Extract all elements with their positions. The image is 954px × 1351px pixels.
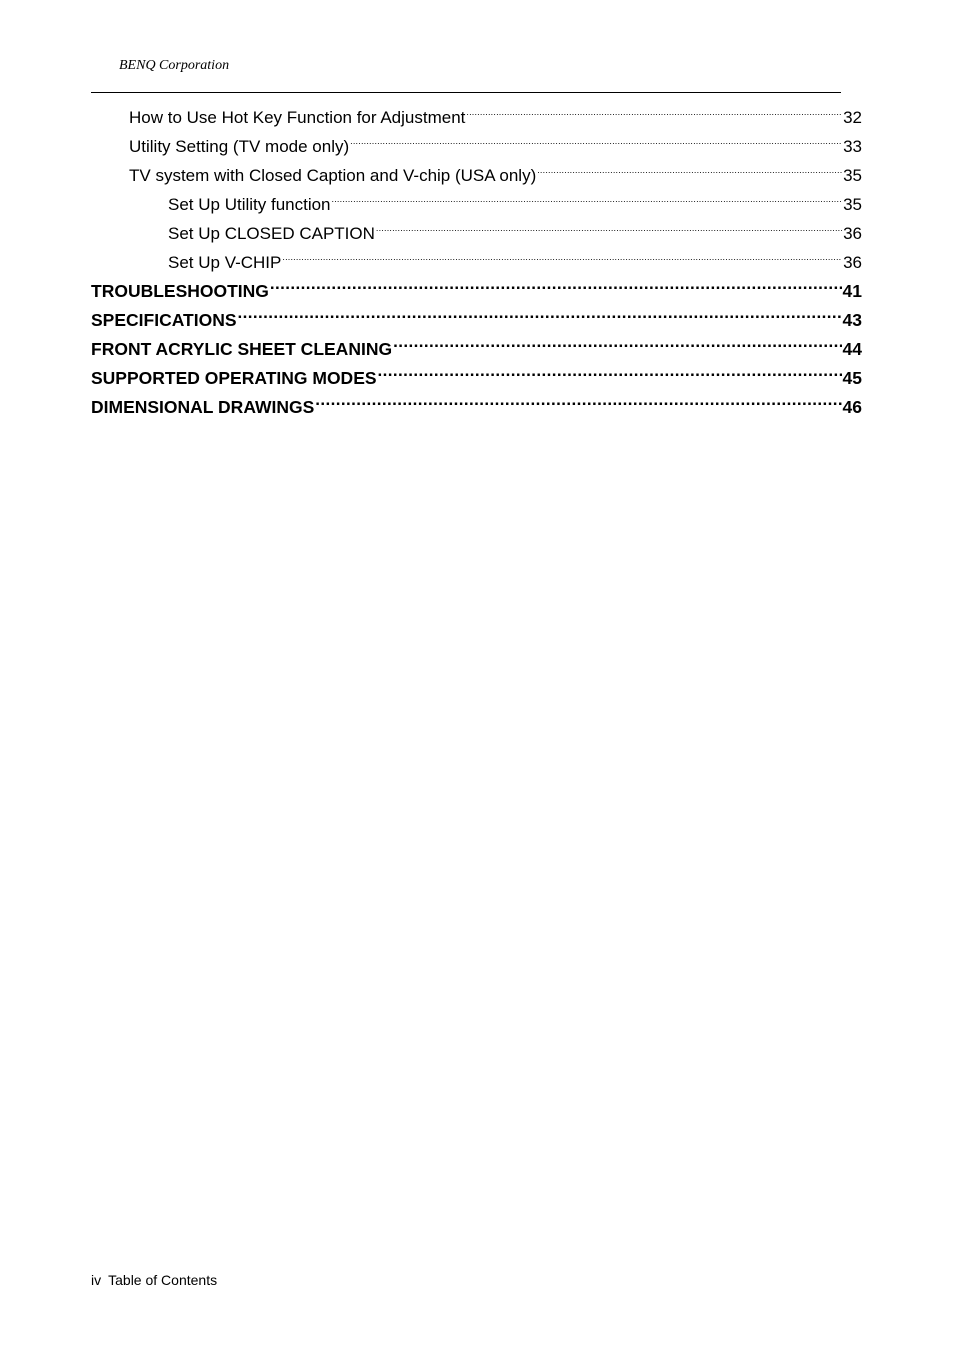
toc-chapter-title: FRONT ACRYLIC SHEET CLEANING [91, 339, 393, 359]
toc-leader-dots [350, 123, 842, 152]
page-footer [91, 1272, 217, 1288]
footer-page-number: iv [91, 1272, 102, 1288]
toc-leader-dots [466, 94, 842, 123]
footer-section-title: Table of Contents [108, 1272, 218, 1288]
toc-entry-title: Set Up V-CHIP [168, 253, 282, 272]
toc-entry-title: Set Up Utility function [168, 195, 331, 214]
header-divider [91, 92, 841, 93]
header-corporation: BENQ Corporation [119, 58, 230, 73]
toc-chapter[interactable] [91, 355, 862, 388]
toc-entry[interactable] [91, 210, 862, 243]
toc-leader-dots [270, 268, 842, 297]
toc-chapter-page: 43 [842, 310, 862, 330]
toc-chapter[interactable] [91, 268, 862, 301]
toc-leader-dots [315, 384, 841, 413]
toc-leader-dots [393, 326, 841, 355]
toc-entry-title: Utility Setting (TV mode only) [129, 137, 350, 156]
toc-chapter-page: 41 [842, 281, 862, 301]
toc-entry-page: 33 [843, 137, 862, 156]
toc-chapter-page: 44 [842, 339, 862, 359]
toc-entry[interactable] [91, 94, 862, 127]
toc-entry-title: Set Up CLOSED CAPTION [168, 224, 375, 243]
toc-entry[interactable] [91, 239, 862, 272]
toc-leader-dots [282, 239, 842, 268]
toc-chapter-title: TROUBLESHOOTING [91, 281, 269, 301]
toc-chapter[interactable] [91, 384, 862, 417]
toc-entry[interactable] [91, 152, 862, 185]
toc-leader-dots [238, 297, 842, 326]
toc-leader-dots [537, 152, 842, 181]
toc-entry-page: 35 [843, 195, 862, 214]
toc-chapter-title: SUPPORTED OPERATING MODES [91, 368, 377, 388]
toc-entry[interactable] [91, 181, 862, 214]
toc-entry-page: 36 [843, 224, 862, 243]
toc-leader-dots [332, 181, 843, 210]
toc-entry-title: TV system with Closed Caption and V-chip (USA only) [129, 166, 537, 185]
toc-chapter[interactable] [91, 297, 862, 330]
toc-chapter-title: DIMENSIONAL DRAWINGS [91, 397, 315, 417]
toc-entry-title: How to Use Hot Key Function for Adjustment [129, 108, 466, 127]
table-of-contents [91, 94, 862, 417]
toc-leader-dots [378, 355, 842, 384]
toc-entry-page: 32 [843, 108, 862, 127]
toc-chapter-title: SPECIFICATIONS [91, 310, 237, 330]
toc-leader-dots [376, 210, 842, 239]
toc-chapter[interactable] [91, 326, 862, 359]
toc-entry[interactable] [91, 123, 862, 156]
toc-chapter-page: 45 [842, 368, 862, 388]
toc-chapter-page: 46 [842, 397, 862, 417]
toc-entry-page: 36 [843, 253, 862, 272]
toc-entry-page: 35 [843, 166, 862, 185]
